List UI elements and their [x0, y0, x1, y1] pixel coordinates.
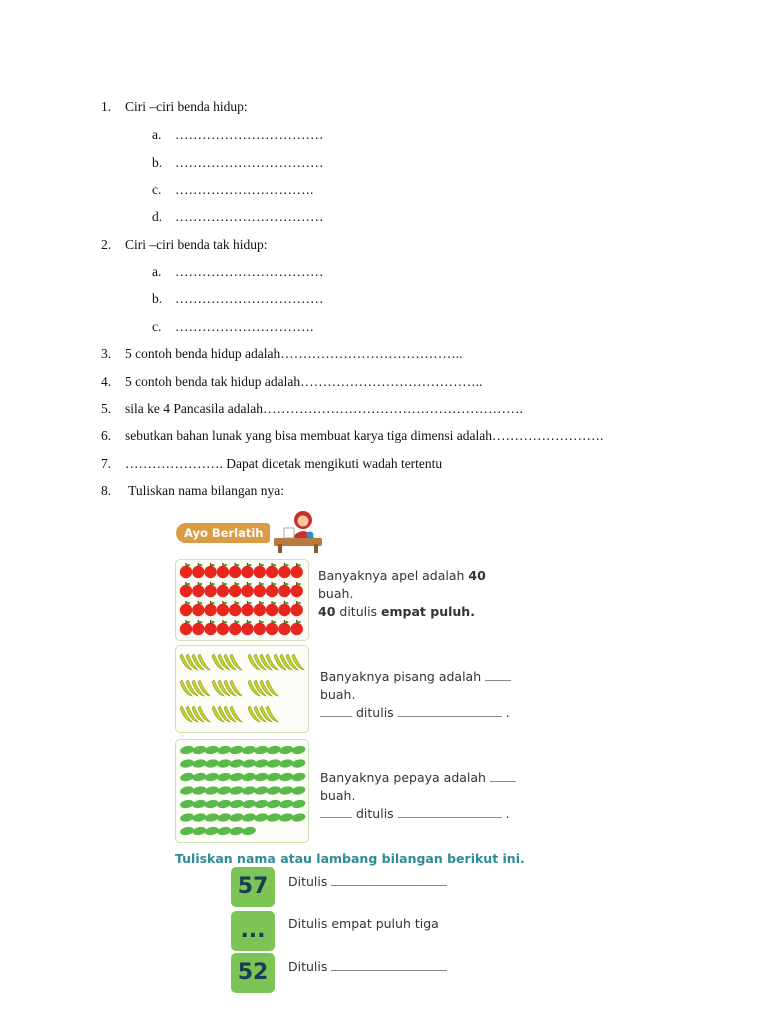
papaya-icon — [217, 745, 232, 756]
apple-icon — [229, 601, 241, 616]
apple-icon — [254, 601, 266, 616]
question-3: 3. 5 contoh benda hidup adalah………………………………….. — [101, 346, 463, 361]
papaya-icon — [192, 826, 207, 837]
papaya-icon — [217, 826, 232, 837]
apple-icon — [241, 563, 253, 578]
apple-icon — [291, 582, 303, 597]
papaya-icon — [241, 812, 256, 823]
banana-icon — [248, 654, 278, 670]
apple-icon — [241, 582, 253, 597]
papaya-icon — [254, 812, 269, 823]
apple-icon — [204, 563, 216, 578]
papaya-icon — [229, 758, 244, 769]
papaya-icon — [179, 812, 194, 823]
papaya-sentence: Banyaknya pepaya adalah buah. ditulis . — [320, 769, 516, 823]
q2-item-a: a. …………………………… — [152, 264, 324, 279]
papaya-icon — [229, 799, 244, 810]
papaya-icon — [179, 772, 194, 783]
question-1: 1. Ciri –ciri benda hidup: — [101, 99, 248, 114]
papaya-icon — [254, 758, 269, 769]
row-2-text: Ditulis empat puluh tiga — [288, 916, 439, 931]
papaya-icon — [279, 799, 294, 810]
papaya-icon — [204, 772, 219, 783]
q1-item-a: a. …………………………… — [152, 127, 324, 142]
papaya-icon — [179, 799, 194, 810]
papaya-icon — [266, 799, 281, 810]
exercise-heading: Tuliskan nama atau lambang bilangan berikut ini. — [175, 851, 525, 866]
papaya-icon — [291, 758, 306, 769]
papaya-icon — [291, 772, 306, 783]
apple-icon — [266, 563, 278, 578]
papaya-icon — [279, 772, 294, 783]
apple-icon — [266, 620, 278, 635]
papaya-count-blank[interactable] — [490, 771, 516, 782]
apple-icon — [180, 582, 192, 597]
apple-icon — [291, 563, 303, 578]
banana-icon — [180, 680, 210, 696]
banana-icon — [180, 654, 210, 670]
papaya-icon — [266, 812, 281, 823]
banana-illustration — [176, 646, 308, 732]
papaya-icon — [179, 758, 194, 769]
apple-icon — [229, 563, 241, 578]
apple-illustration — [176, 560, 308, 640]
apple-icon — [180, 620, 192, 635]
apple-icon — [204, 582, 216, 597]
apple-icon — [291, 620, 303, 635]
apple-icon — [217, 601, 229, 616]
papaya-icon — [266, 785, 281, 796]
papaya-icon — [192, 758, 207, 769]
papaya-icon — [241, 799, 256, 810]
apple-icon — [254, 563, 266, 578]
apple-icon — [217, 563, 229, 578]
papaya-icon — [217, 799, 232, 810]
papaya-icon — [179, 745, 194, 756]
papaya-number-blank[interactable] — [320, 807, 352, 818]
question-8: 8. Tuliskan nama bilangan nya: — [101, 483, 284, 498]
papaya-icon — [254, 772, 269, 783]
papaya-icon — [279, 785, 294, 796]
row-1-blank[interactable] — [331, 875, 447, 886]
papaya-icon — [279, 812, 294, 823]
papaya-icon — [229, 785, 244, 796]
banana-icon — [248, 680, 278, 696]
papaya-icon — [217, 772, 232, 783]
papaya-icon — [266, 772, 281, 783]
number-tile-57: 57 — [231, 867, 275, 907]
papaya-icon — [291, 799, 306, 810]
apple-icon — [192, 601, 204, 616]
papaya-icon — [241, 826, 256, 837]
apple-icon — [180, 563, 192, 578]
banana-words-blank[interactable] — [398, 706, 502, 717]
apple-icon — [266, 601, 278, 616]
papaya-icon — [291, 785, 306, 796]
papaya-icon — [254, 745, 269, 756]
papaya-icon — [217, 812, 232, 823]
papaya-icon — [254, 799, 269, 810]
papaya-box — [175, 739, 309, 843]
apple-icon — [192, 582, 204, 597]
papaya-icon — [192, 799, 207, 810]
row-3-text: Ditulis — [288, 958, 447, 976]
papaya-icon — [266, 745, 281, 756]
q1-item-d: d. …………………………… — [152, 209, 324, 224]
apple-sentence: Banyaknya apel adalah 40 buah. 40 ditulis empat puluh. — [318, 568, 486, 619]
banana-icon — [248, 706, 278, 722]
papaya-icon — [229, 745, 244, 756]
row-1-text: Ditulis — [288, 873, 447, 891]
apple-icon — [229, 620, 241, 635]
apple-icon — [291, 601, 303, 616]
banana-count-blank[interactable] — [485, 670, 511, 681]
papaya-icon — [279, 745, 294, 756]
apple-icon — [278, 601, 290, 616]
papaya-icon — [266, 758, 281, 769]
apple-icon — [241, 620, 253, 635]
apple-icon — [204, 620, 216, 635]
apple-icon — [217, 582, 229, 597]
question-7: 7. …………………. Dapat dicetak mengikuti wadah tertentu — [101, 456, 443, 471]
apple-icon — [217, 620, 229, 635]
papaya-icon — [291, 812, 306, 823]
apple-icon — [266, 582, 278, 597]
papaya-icon — [204, 745, 219, 756]
papaya-icon — [192, 745, 207, 756]
ayo-berlatih-badge: Ayo Berlatih — [176, 523, 270, 543]
papaya-icon — [241, 772, 256, 783]
question-2: 2. Ciri –ciri benda tak hidup: — [101, 237, 268, 252]
q2-item-c: c. …………………………. — [152, 319, 314, 334]
papaya-icon — [217, 758, 232, 769]
papaya-icon — [204, 812, 219, 823]
girl-studying-icon — [272, 508, 324, 554]
apple-box — [175, 559, 309, 641]
banana-icon — [212, 654, 242, 670]
papaya-icon — [204, 826, 219, 837]
apple-icon — [192, 563, 204, 578]
banana-icon — [274, 654, 304, 670]
papaya-icon — [241, 745, 256, 756]
banana-sentence: Banyaknya pisang adalah buah. ditulis . — [320, 669, 510, 720]
apple-icon — [278, 620, 290, 635]
papaya-icon — [241, 785, 256, 796]
apple-icon — [254, 620, 266, 635]
papaya-icon — [204, 799, 219, 810]
papaya-icon — [192, 772, 207, 783]
question-6: 6. sebutkan bahan lunak yang bisa membuat karya tiga dimensi adalah……………………. — [101, 428, 604, 443]
q1-item-b: b. …………………………… — [152, 155, 324, 170]
banana-number-blank[interactable] — [320, 706, 352, 717]
papaya-icon — [204, 758, 219, 769]
papaya-icon — [279, 758, 294, 769]
apple-icon — [241, 601, 253, 616]
papaya-icon — [179, 785, 194, 796]
apple-icon — [180, 601, 192, 616]
number-tile-52: 52 — [231, 953, 275, 993]
q2-item-b: b. …………………………… — [152, 291, 324, 306]
apple-icon — [278, 582, 290, 597]
row-3-blank[interactable] — [331, 960, 447, 971]
papaya-icon — [291, 745, 306, 756]
papaya-words-blank[interactable] — [398, 807, 502, 818]
papaya-icon — [179, 826, 194, 837]
papaya-icon — [229, 812, 244, 823]
apple-icon — [192, 620, 204, 635]
papaya-icon — [229, 772, 244, 783]
papaya-illustration — [176, 740, 308, 842]
papaya-icon — [229, 826, 244, 837]
apple-icon — [204, 601, 216, 616]
q1-item-c: c. …………………………. — [152, 182, 314, 197]
papaya-icon — [204, 785, 219, 796]
banana-icon — [180, 706, 210, 722]
number-tile-blank: ... — [231, 911, 275, 951]
apple-icon — [278, 563, 290, 578]
papaya-icon — [217, 785, 232, 796]
papaya-icon — [192, 812, 207, 823]
question-4: 4. 5 contoh benda tak hidup adalah………………………………….. — [101, 374, 483, 389]
question-5: 5. sila ke 4 Pancasila adalah…………………………………………………. — [101, 401, 523, 416]
banana-box — [175, 645, 309, 733]
apple-icon — [229, 582, 241, 597]
banana-icon — [212, 680, 242, 696]
papaya-icon — [241, 758, 256, 769]
apple-icon — [254, 582, 266, 597]
papaya-icon — [254, 785, 269, 796]
banana-icon — [212, 706, 242, 722]
papaya-icon — [192, 785, 207, 796]
